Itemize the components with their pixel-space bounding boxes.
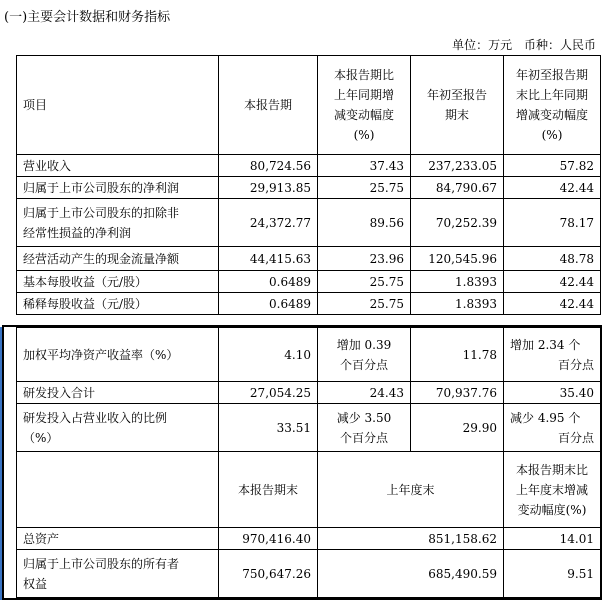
table-row: 基本每股收益（元/股） 0.6489 25.75 1.8393 42.44 bbox=[17, 271, 601, 293]
financial-table-top bbox=[16, 55, 601, 315]
financial-table-bottom bbox=[16, 327, 601, 598]
header-period-end: 本报告期末 bbox=[219, 452, 318, 528]
table-row-equity: 归属于上市公司股东的所有者 权益 750,647.26 685,490.59 9.51 bbox=[17, 550, 601, 598]
table-row-rd-ratio: 研发投入占营业收入的比例 （%） 33.51 减少 3.50 个百分点 29.90 减少 4.95 个 百分点 bbox=[17, 404, 601, 452]
header-change: 本报告期末比 上年度末增减 变动幅度(%) bbox=[504, 452, 601, 528]
selection-edge bbox=[0, 327, 2, 600]
currency-label: 币种：人民币 bbox=[523, 38, 596, 52]
table-row: 稀释每股收益（元/股） 0.6489 25.75 1.8393 42.44 bbox=[17, 293, 601, 315]
header-last-year-end: 上年度末 bbox=[318, 452, 504, 528]
table-row-rd-total: 研发投入合计 27,054.25 24.43 70,937.76 35.40 bbox=[17, 382, 601, 404]
unit-line bbox=[444, 36, 596, 53]
section-title: (一)主要会计数据和财务指标 bbox=[4, 10, 171, 25]
table-row: 归属于上市公司股东的净利润 29,913.85 25.75 84,790.67 42.44 bbox=[17, 177, 601, 199]
table-row-roe: 加权平均净资产收益率（%） 4.10 增加 0.39 个百分点 11.78 增加 2.34 个 百分点 bbox=[17, 328, 601, 382]
header-item: 项目 bbox=[17, 56, 219, 155]
table-row: 营业收入 80,724.56 37.43 237,233.05 57.82 bbox=[17, 155, 601, 177]
header-ytd-yoy: 年初至报告期 末比上年同期 增减变动幅度 (%) bbox=[504, 56, 601, 155]
header-current: 本报告期 bbox=[219, 56, 318, 155]
header-yoy: 本报告期比 上年同期增 减变动幅度 (%) bbox=[318, 56, 411, 155]
unit-label: 单位：万元 bbox=[452, 38, 513, 52]
table-header-row-2 bbox=[17, 452, 601, 528]
table-header-row bbox=[17, 56, 601, 155]
table-row: 经营活动产生的现金流量净额 44,415.63 23.96 120,545.96 48.78 bbox=[17, 247, 601, 271]
header-ytd: 年初至报告 期末 bbox=[411, 56, 504, 155]
table-row-total-assets: 总资产 970,416.40 851,158.62 14.01 bbox=[17, 528, 601, 550]
table-row: 归属于上市公司股东的扣除非 经常性损益的净利润 24,372.77 89.56 70,252.39 78.17 bbox=[17, 199, 601, 247]
